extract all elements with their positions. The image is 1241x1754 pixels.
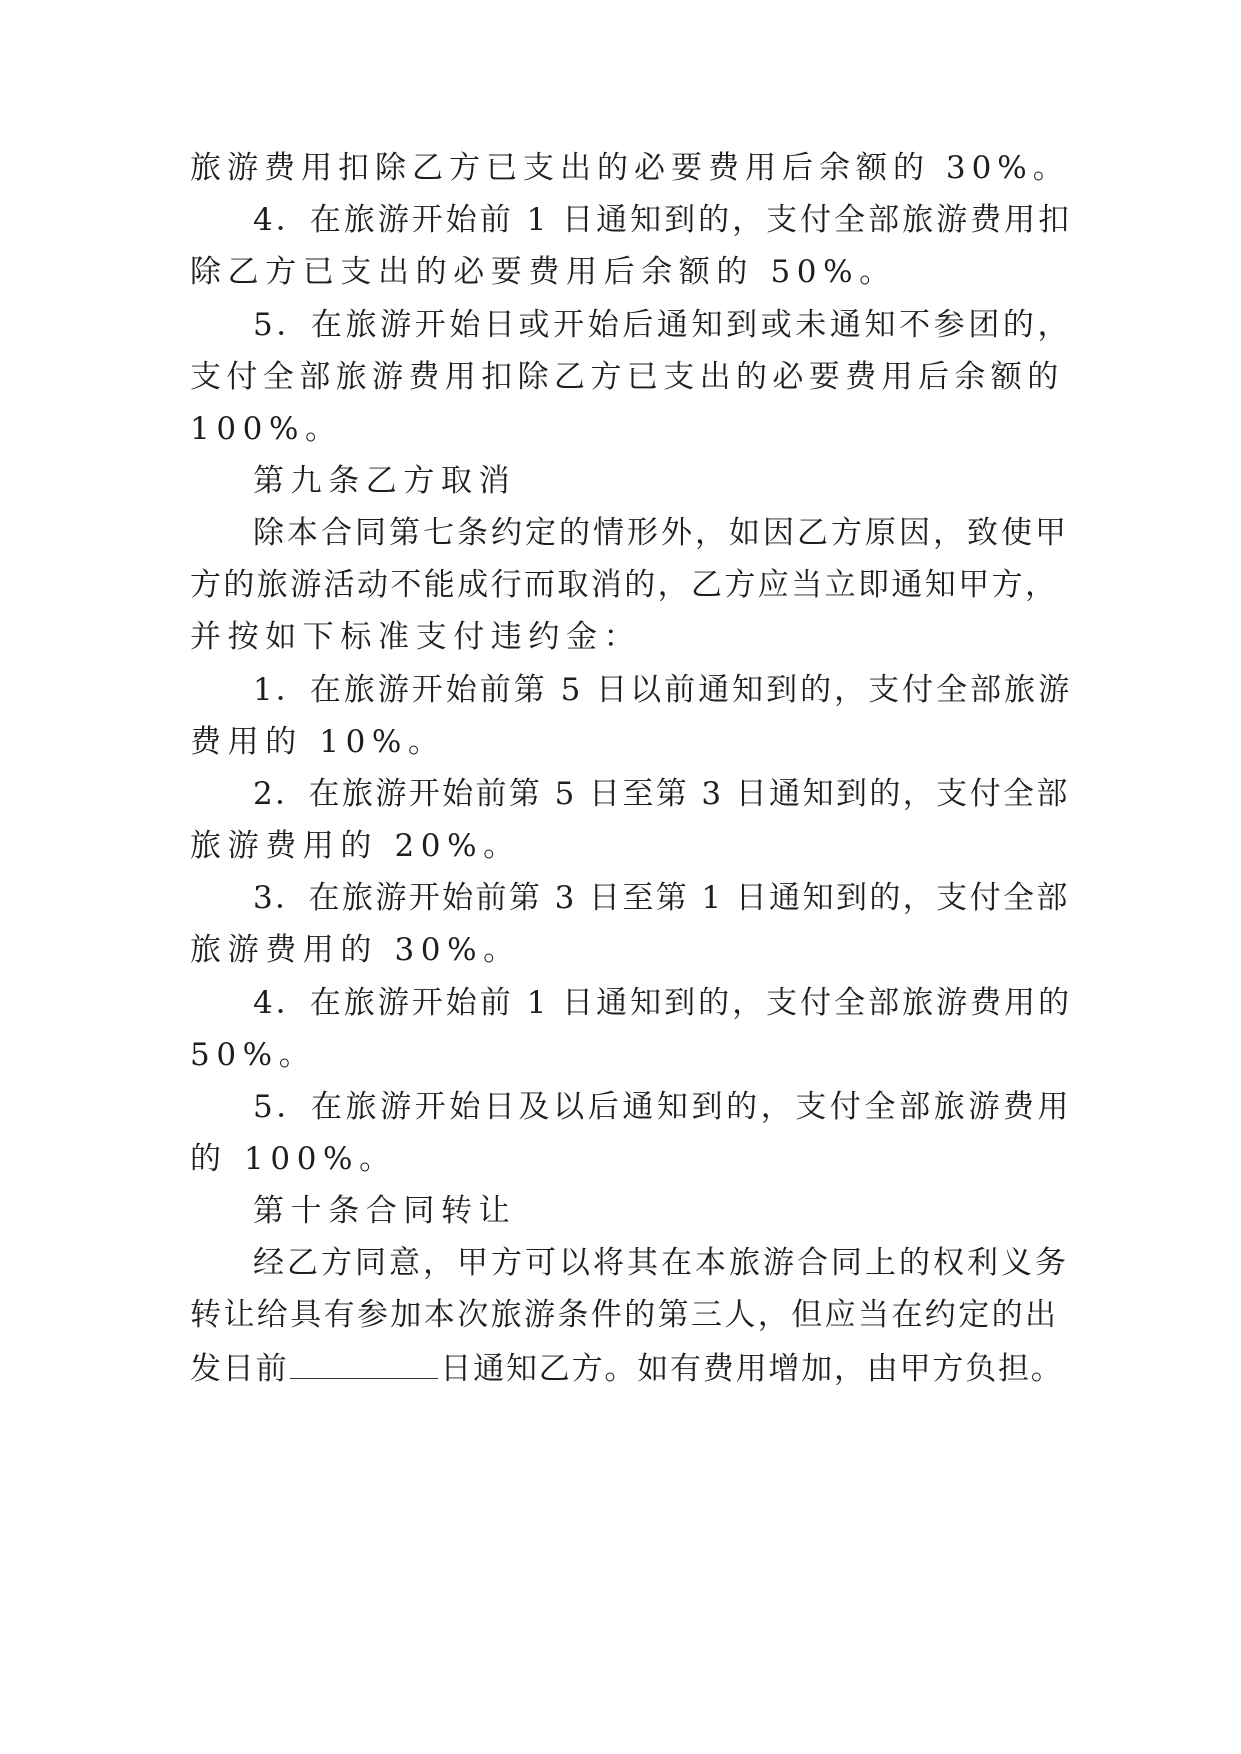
text-line: 方的旅游活动不能成行而取消的，乙方应当立即通知甲方，	[190, 567, 1059, 603]
text-line: 旅游费用的 20%。	[190, 828, 521, 864]
text-line-with-blank	[190, 1348, 1070, 1389]
text-line: 3．在旅游开始前第 3 日至第 1 日通知到的，支付全部	[253, 880, 1070, 916]
text-line: 5．在旅游开始日或开始后通知到或未通知不参团的，	[253, 307, 1073, 343]
text-line: 4．在旅游开始前 1 日通知到的，支付全部旅游费用扣	[253, 202, 1073, 238]
text-line: 旅游费用扣除乙方已支出的必要费用后余额的 30%。	[190, 150, 1070, 186]
text-line: 100%。	[190, 411, 343, 447]
section-heading: 第九条乙方取消	[253, 463, 517, 499]
text-line: 转让给具有参加本次旅游条件的第三人，但应当在约定的出	[190, 1297, 1059, 1333]
text-line: 50%。	[190, 1037, 317, 1073]
text-line: 除本合同第七条约定的情形外，如因乙方原因，致使甲	[253, 515, 1069, 551]
text-line: 5．在旅游开始日及以后通知到的，支付全部旅游费用	[253, 1089, 1073, 1125]
text-line: 除乙方已支出的必要费用后余额的 50%。	[190, 254, 897, 290]
text-line: 费用的 10%。	[190, 724, 446, 760]
text-line: 支付全部旅游费用扣除乙方已支出的必要费用后余额的	[190, 359, 1064, 395]
text-segment: 发日前	[190, 1351, 289, 1387]
text-line: 旅游费用的 30%。	[190, 932, 521, 968]
text-line: 4．在旅游开始前 1 日通知到的，支付全部旅游费用的	[253, 985, 1073, 1021]
text-line: 经乙方同意，甲方可以将其在本旅游合同上的权利义务	[253, 1245, 1069, 1281]
text-line: 并按如下标准支付违约金：	[190, 619, 642, 655]
section-heading: 第十条合同转让	[253, 1193, 517, 1229]
fill-in-blank	[290, 1348, 438, 1379]
text-line: 的 100%。	[190, 1141, 397, 1177]
text-line: 2．在旅游开始前第 5 日至第 3 日通知到的，支付全部	[253, 776, 1070, 812]
text-segment: 日通知乙方。如有费用增加，由甲方负担。	[440, 1351, 1064, 1387]
text-line: 1．在旅游开始前第 5 日以前通知到的，支付全部旅游	[253, 672, 1073, 708]
